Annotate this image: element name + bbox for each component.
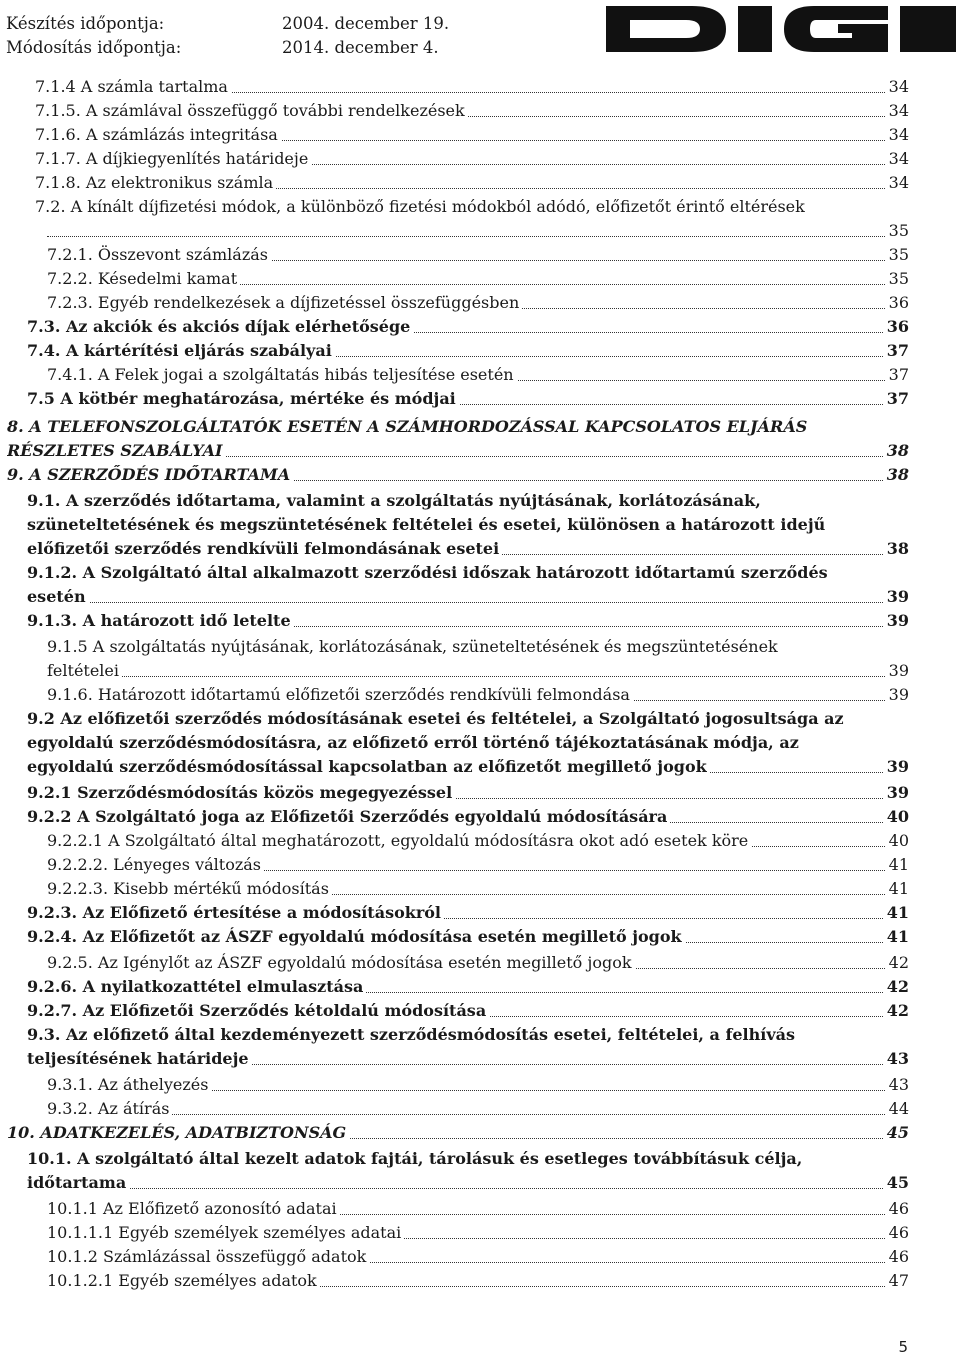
toc-entry-page: 37 bbox=[886, 363, 909, 387]
toc-entry[interactable] bbox=[35, 99, 909, 123]
toc-entry[interactable] bbox=[27, 609, 909, 633]
toc-entry-title: 10.1.1.1 Egyéb személyek személyes adatai bbox=[47, 1221, 404, 1245]
toc-entry-page: 35 bbox=[886, 243, 909, 267]
created-label: Készítés időpontja: bbox=[6, 14, 165, 33]
toc-entry-page: 41 bbox=[884, 901, 909, 925]
toc-entry-page: 36 bbox=[884, 315, 909, 339]
toc-entry-page: 34 bbox=[886, 99, 909, 123]
toc-entry-title: előfizetői szerződés rendkívüli felmondásának esetei bbox=[27, 537, 502, 561]
toc-entry-page: 46 bbox=[886, 1197, 909, 1221]
toc-entry-page: 45 bbox=[884, 1171, 909, 1195]
toc-entry[interactable] bbox=[27, 513, 909, 537]
toc-entry-title: 9.1.3. A határozott idő letelte bbox=[27, 609, 294, 633]
toc-entry-title: 9.2.5. Az Igénylőt az ÁSZF egyoldalú módosítása esetén megillető jogok bbox=[47, 951, 635, 975]
toc-entry[interactable] bbox=[47, 363, 909, 387]
toc-entry[interactable] bbox=[27, 1023, 909, 1047]
toc-entry-title: 7.1.6. A számlázás integritása bbox=[35, 123, 281, 147]
toc-entry-title: egyoldalú szerződésmódosításra, az előfizető erről történő tájékoztatásának módja, az bbox=[27, 733, 799, 752]
toc-entry[interactable] bbox=[47, 659, 909, 683]
page-header bbox=[0, 0, 960, 64]
toc-entry-page: 38 bbox=[884, 537, 909, 561]
toc-entry-title: egyoldalú szerződésmódosítással kapcsolatban az előfizetőt megillető jogok bbox=[27, 755, 710, 779]
toc-entry-title: 9.2.6. A nyilatkozattétel elmulasztása bbox=[27, 975, 366, 999]
toc-entry-title: 9.3.1. Az áthelyezés bbox=[47, 1073, 211, 1097]
toc-entry[interactable] bbox=[27, 489, 909, 513]
toc-entry-page: 38 bbox=[884, 439, 909, 463]
toc-entry-page: 41 bbox=[886, 853, 909, 877]
toc-entry-title: 9.2.4. Az Előfizetőt az ÁSZF egyoldalú módosítása esetén megillető jogok bbox=[27, 925, 685, 949]
toc-entry[interactable] bbox=[35, 123, 909, 147]
toc-entry-title: 7.4.1. A Felek jogai a szolgáltatás hibás teljesítése esetén bbox=[47, 363, 517, 387]
toc-entry[interactable] bbox=[27, 975, 909, 999]
toc-entry[interactable] bbox=[27, 999, 909, 1023]
toc-entry[interactable] bbox=[47, 219, 909, 243]
toc-entry[interactable] bbox=[47, 683, 909, 707]
toc-entry-page: 41 bbox=[886, 877, 909, 901]
toc-entry-title: 10.1.2.1 Egyéb személyes adatok bbox=[47, 1269, 320, 1293]
toc-entry[interactable] bbox=[7, 439, 909, 463]
toc-entry-title: 7.4. A kártérítési eljárás szabályai bbox=[27, 339, 335, 363]
modified-label: Módosítás időpontja: bbox=[6, 38, 182, 57]
toc-entry-title: időtartama bbox=[27, 1171, 129, 1195]
toc-entry[interactable] bbox=[47, 853, 909, 877]
toc-entry[interactable] bbox=[47, 1269, 909, 1293]
leader-dots bbox=[27, 602, 909, 603]
toc-entry-title: 9. A SZERZŐDÉS IDŐTARTAMA bbox=[7, 463, 293, 487]
toc-entry-title: 7.2.2. Késedelmi kamat bbox=[47, 267, 240, 291]
toc-entry[interactable] bbox=[27, 1171, 909, 1195]
toc-entry[interactable] bbox=[27, 707, 909, 731]
toc-entry-title: 10.1. A szolgáltató által kezelt adatok fajtái, tárolásuk és esetleges továbbításuk célja, bbox=[27, 1149, 803, 1168]
toc-entry-page: 36 bbox=[886, 291, 909, 315]
toc-entry[interactable] bbox=[35, 171, 909, 195]
toc-entry[interactable] bbox=[27, 731, 909, 755]
toc-entry-page: 44 bbox=[886, 1097, 909, 1121]
toc-entry-title: teljesítésének határideje bbox=[27, 1047, 252, 1071]
toc-entry-page: 41 bbox=[884, 925, 909, 949]
toc-entry[interactable] bbox=[27, 339, 909, 363]
toc-entry-title: 10.1.2 Számlázással összefüggő adatok bbox=[47, 1245, 369, 1269]
leader-dots bbox=[27, 1188, 909, 1189]
toc-entry-page: 43 bbox=[884, 1047, 909, 1071]
toc-entry-page: 46 bbox=[886, 1221, 909, 1245]
toc-entry[interactable] bbox=[35, 75, 909, 99]
toc-entry-page: 34 bbox=[886, 123, 909, 147]
toc-entry[interactable] bbox=[27, 925, 909, 949]
toc-entry-title: 8. A TELEFONSZOLGÁLTATÓK ESETÉN A SZÁMHORDOZÁSSAL KAPCSOLATOS ELJÁRÁS bbox=[7, 417, 808, 436]
toc-entry[interactable] bbox=[27, 537, 909, 561]
toc-entry-page: 45 bbox=[884, 1121, 909, 1145]
toc-entry-page: 40 bbox=[884, 805, 909, 829]
toc-entry-title: 9.2.2.2. Lényeges változás bbox=[47, 853, 264, 877]
toc-entry-title: feltételei bbox=[47, 659, 122, 683]
toc-entry-page: 38 bbox=[884, 463, 909, 487]
toc-entry-title: 9.3.2. Az átírás bbox=[47, 1097, 172, 1121]
toc-entry[interactable] bbox=[47, 829, 909, 853]
toc-entry[interactable] bbox=[47, 291, 909, 315]
toc-entry-title: 9.2.2.3. Kisebb mértékű módosítás bbox=[47, 877, 332, 901]
toc-entry[interactable] bbox=[27, 901, 909, 925]
toc-entry[interactable] bbox=[27, 585, 909, 609]
toc-entry-title: 10. ADATKEZELÉS, ADATBIZTONSÁG bbox=[7, 1121, 349, 1145]
leader-dots bbox=[47, 676, 909, 677]
toc-entry-title: 10.1.1 Az Előfizető azonosító adatai bbox=[47, 1197, 340, 1221]
toc-entry[interactable] bbox=[47, 951, 909, 975]
created-row bbox=[6, 13, 449, 35]
toc-entry-title: esetén bbox=[27, 585, 89, 609]
toc-entry[interactable] bbox=[47, 877, 909, 901]
toc-entry-title: 7.1.8. Az elektronikus számla bbox=[35, 171, 276, 195]
toc-entry-page: 37 bbox=[884, 339, 909, 363]
toc-entry-title: 9.1. A szerződés időtartama, valamint a szolgáltatás nyújtásának, korlátozásának, bbox=[27, 491, 761, 510]
toc-entry-page: 35 bbox=[886, 219, 909, 243]
toc-entry[interactable] bbox=[47, 635, 909, 659]
toc-entry-title: 7.1.5. A számlával összefüggő további rendelkezések bbox=[35, 99, 468, 123]
toc-entry-title: 9.2.2.1 A Szolgáltató által meghatározott, egyoldalú módosításra okot adó esetek köre bbox=[47, 829, 751, 853]
toc-entry-title: 9.2.2 A Szolgáltató joga az Előfizetői Szerződés egyoldalú módosítására bbox=[27, 805, 670, 829]
toc-entry[interactable] bbox=[7, 1121, 909, 1145]
toc-entry-page: 46 bbox=[886, 1245, 909, 1269]
toc-entry-title: 9.2 Az előfizetői szerződés módosításának esetei és feltételei, a Szolgáltató jogosultsága az bbox=[27, 709, 844, 728]
leader-dots bbox=[47, 1114, 909, 1115]
toc-entry-title: 7.2.3. Egyéb rendelkezések a díjfizetéssel összefüggésben bbox=[47, 291, 522, 315]
toc-entry-title: 7.2. A kínált díjfizetési módok, a különböző fizetési módokból adódó, előfizetőt érintő eltérések bbox=[35, 197, 805, 216]
toc-entry-page: 39 bbox=[886, 683, 909, 707]
toc-entry[interactable] bbox=[47, 1073, 909, 1097]
toc-entry-title: 7.5 A kötbér meghatározása, mértéke és módjai bbox=[27, 387, 459, 411]
toc-entry[interactable] bbox=[27, 1147, 909, 1171]
created-value: 2004. december 19. bbox=[282, 14, 450, 33]
toc-entry-page: 39 bbox=[884, 585, 909, 609]
toc-entry-page: 35 bbox=[886, 267, 909, 291]
toc-entry-title: 9.1.2. A Szolgáltató által alkalmazott szerződési időszak határozott időtartamú szerződés bbox=[27, 563, 828, 582]
toc-entry[interactable] bbox=[47, 267, 909, 291]
toc-entry-title: szüneteltetésének és megszüntetésének feltételei és esetei, különösen a határozott idejű bbox=[27, 515, 826, 534]
digi-logo bbox=[606, 0, 960, 60]
toc-entry[interactable] bbox=[47, 243, 909, 267]
toc-entry-page: 34 bbox=[886, 171, 909, 195]
toc-entry-page: 42 bbox=[886, 951, 909, 975]
toc-entry-page: 43 bbox=[886, 1073, 909, 1097]
toc-entry-page: 34 bbox=[886, 75, 909, 99]
toc-entry-title: 7.3. Az akciók és akciós díjak elérhetősége bbox=[27, 315, 413, 339]
toc-entry[interactable] bbox=[27, 387, 909, 411]
toc-entry-title: 7.2.1. Összevont számlázás bbox=[47, 243, 271, 267]
toc-entry-page: 39 bbox=[884, 781, 909, 805]
toc-entry[interactable] bbox=[27, 561, 909, 585]
toc-entry[interactable] bbox=[27, 755, 909, 779]
modified-row bbox=[6, 37, 439, 59]
toc-entry[interactable] bbox=[7, 415, 909, 439]
toc-entry[interactable] bbox=[27, 315, 909, 339]
toc-entry-page: 39 bbox=[886, 659, 909, 683]
toc-entry-page: 39 bbox=[884, 755, 909, 779]
toc-entry-title: 9.2.1 Szerződésmódosítás közös megegyezéssel bbox=[27, 781, 455, 805]
toc-entry-page: 42 bbox=[884, 999, 909, 1023]
toc-entry[interactable] bbox=[47, 1245, 909, 1269]
toc-entry-title: 7.1.4 A számla tartalma bbox=[35, 75, 231, 99]
toc-entry[interactable] bbox=[27, 781, 909, 805]
toc-entry-page: 42 bbox=[884, 975, 909, 999]
toc-entry-title: 9.3. Az előfizető által kezdeményezett szerződésmódosítás esetei, feltételei, a felhívás bbox=[27, 1025, 796, 1044]
toc-entry[interactable] bbox=[47, 1197, 909, 1221]
toc-entry-title: 9.1.5 A szolgáltatás nyújtásának, korlátozásának, szüneteltetésének és megszüntetésének bbox=[47, 637, 778, 656]
toc-entry-page: 37 bbox=[884, 387, 909, 411]
leader-dots bbox=[47, 236, 909, 237]
page-number: 5 bbox=[898, 1338, 908, 1356]
toc-entry[interactable] bbox=[27, 805, 909, 829]
toc-entry-page: 34 bbox=[886, 147, 909, 171]
toc-entry[interactable] bbox=[35, 195, 909, 219]
toc-entry-page: 40 bbox=[886, 829, 909, 853]
toc-entry[interactable] bbox=[47, 1097, 909, 1121]
modified-value: 2014. december 4. bbox=[282, 38, 439, 57]
toc-entry-page: 39 bbox=[884, 609, 909, 633]
toc-entry[interactable] bbox=[47, 1221, 909, 1245]
toc-entry-title: 9.2.3. Az Előfizető értesítése a módosításokról bbox=[27, 901, 444, 925]
toc-entry[interactable] bbox=[7, 463, 909, 487]
toc-entry-page: 47 bbox=[886, 1269, 909, 1293]
toc-entry[interactable] bbox=[35, 147, 909, 171]
toc-entry-title: 9.1.6. Határozott időtartamú előfizetői szerződés rendkívüli felmondása bbox=[47, 683, 633, 707]
toc-entry-title: 7.1.7. A díjkiegyenlítés határideje bbox=[35, 147, 311, 171]
toc-entry-title: 9.2.7. Az Előfizetői Szerződés kétoldalú módosítása bbox=[27, 999, 489, 1023]
toc-entry[interactable] bbox=[27, 1047, 909, 1071]
toc-entry-title: RÉSZLETES SZABÁLYAI bbox=[7, 439, 226, 463]
